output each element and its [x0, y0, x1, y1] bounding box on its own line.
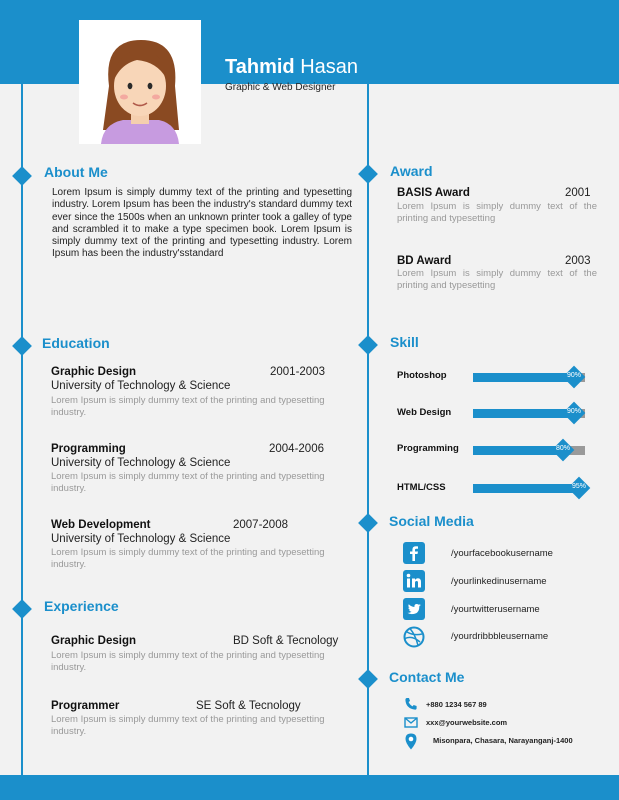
- skill-percent: 90%: [566, 372, 581, 379]
- education-item-title: Graphic Design: [51, 366, 136, 378]
- twitter-icon[interactable]: [403, 598, 425, 620]
- experience-item-title: Graphic Design: [51, 635, 136, 647]
- left-timeline-line: [21, 84, 23, 775]
- social-diamond-icon: [358, 513, 378, 533]
- skill-label: HTML/CSS: [397, 482, 446, 493]
- award-item-desc: Lorem Ipsum is simply dummy text of the printing and typesetting: [397, 201, 597, 224]
- education-item-date: 2007-2008: [233, 519, 288, 531]
- skill-bar: [473, 484, 585, 493]
- skill-knob: [552, 439, 574, 461]
- contact-address: Misonpara, Chasara, Narayanganj-1400: [433, 736, 573, 745]
- skill-bar-fill: [473, 373, 574, 382]
- about-text: Lorem Ipsum is simply dummy text of the printing and typesetting industry. Lorem Ipsum has been the industry's standard dummy text ever since the 1500s when an unknown printer took a galley of type and scrambled it to make a type specimen book. Lorem Ipsum is simply dummy text of the printing and typesetting industry. Lorem Ipsum has been the industry'sstandard: [52, 187, 352, 260]
- education-item-title: Programming: [51, 443, 126, 455]
- experience-item-desc: Lorem Ipsum is simply dummy text of the printing and typesetting industry.: [51, 714, 325, 737]
- email-icon: [404, 715, 418, 729]
- experience-title: Experience: [44, 598, 119, 614]
- education-diamond-icon: [12, 336, 32, 356]
- education-item-school: University of Technology & Science: [51, 533, 231, 545]
- about-title: About Me: [44, 164, 108, 180]
- contact-diamond-icon: [358, 669, 378, 689]
- skill-bar-fill: [473, 484, 579, 493]
- contact-email[interactable]: xxx@yourwebsite.com: [426, 718, 508, 727]
- education-item-date: 2004-2006: [269, 443, 324, 455]
- skill-percent: 90%: [566, 408, 581, 415]
- skill-label: Photoshop: [397, 370, 447, 381]
- contact-phone[interactable]: +880 1234 567 89: [426, 700, 487, 709]
- skill-diamond-icon: [358, 335, 378, 355]
- location-icon: [404, 733, 418, 750]
- skill-percent: 80%: [555, 445, 570, 452]
- education-item-desc: Lorem Ipsum is simply dummy text of the printing and typesetting industry.: [51, 395, 325, 418]
- social-title: Social Media: [389, 513, 474, 529]
- education-item-desc: Lorem Ipsum is simply dummy text of the printing and typesetting industry.: [51, 471, 325, 494]
- skill-label: Programming: [397, 443, 459, 454]
- footer-bar: [0, 775, 619, 800]
- education-item-title: Web Development: [51, 519, 151, 531]
- first-name: Tahmid: [225, 56, 295, 78]
- experience-item-desc: Lorem Ipsum is simply dummy text of the printing and typesetting industry.: [51, 650, 325, 673]
- skill-bar: [473, 373, 585, 382]
- linkedin-icon[interactable]: [403, 570, 425, 592]
- award-diamond-icon: [358, 164, 378, 184]
- skill-bar: [473, 446, 585, 455]
- skill-bar-fill: [473, 409, 574, 418]
- education-title: Education: [42, 335, 110, 351]
- experience-item-title: Programmer: [51, 700, 120, 712]
- award-item-desc: Lorem Ipsum is simply dummy text of the printing and typesetting: [397, 268, 597, 291]
- last-name: Hasan: [300, 56, 359, 78]
- award-title: Award: [390, 163, 433, 179]
- job-tagline: Graphic & Web Designer: [225, 82, 336, 93]
- twitter-username[interactable]: /yourtwitterusername: [451, 604, 540, 615]
- skill-bar-fill: [473, 446, 563, 455]
- skill-knob: [563, 366, 585, 388]
- phone-icon: [404, 697, 418, 711]
- education-item-date: 2001-2003: [270, 366, 325, 378]
- contact-title: Contact Me: [389, 669, 465, 685]
- skill-label: Web Design: [397, 407, 452, 418]
- education-item-desc: Lorem Ipsum is simply dummy text of the printing and typesetting industry.: [51, 547, 325, 570]
- dribbble-username[interactable]: /yourdribbbleusername: [451, 631, 549, 642]
- skill-bar: [473, 409, 585, 418]
- person-name: [225, 56, 358, 79]
- experience-item-company: SE Soft & Tecnology: [196, 700, 301, 712]
- about-diamond-icon: [12, 166, 32, 186]
- skill-title: Skill: [390, 334, 419, 350]
- dribbble-icon[interactable]: [403, 626, 425, 648]
- education-item-school: University of Technology & Science: [51, 457, 231, 469]
- award-item-title: BD Award: [397, 255, 452, 267]
- experience-diamond-icon: [12, 599, 32, 619]
- skill-knob: [563, 402, 585, 424]
- skill-knob: [568, 477, 590, 499]
- skill-percent: 95%: [571, 483, 586, 490]
- experience-item-company: BD Soft & Tecnology: [233, 635, 339, 647]
- facebook-username[interactable]: /yourfacebookusername: [451, 548, 553, 559]
- award-item-title: BASIS Award: [397, 187, 470, 199]
- facebook-icon[interactable]: [403, 542, 425, 564]
- award-item-year: 2003: [565, 255, 591, 267]
- linkedin-username[interactable]: /yourlinkedinusername: [451, 576, 547, 587]
- education-item-school: University of Technology & Science: [51, 380, 231, 392]
- award-item-year: 2001: [565, 187, 591, 199]
- profile-photo: [79, 20, 201, 144]
